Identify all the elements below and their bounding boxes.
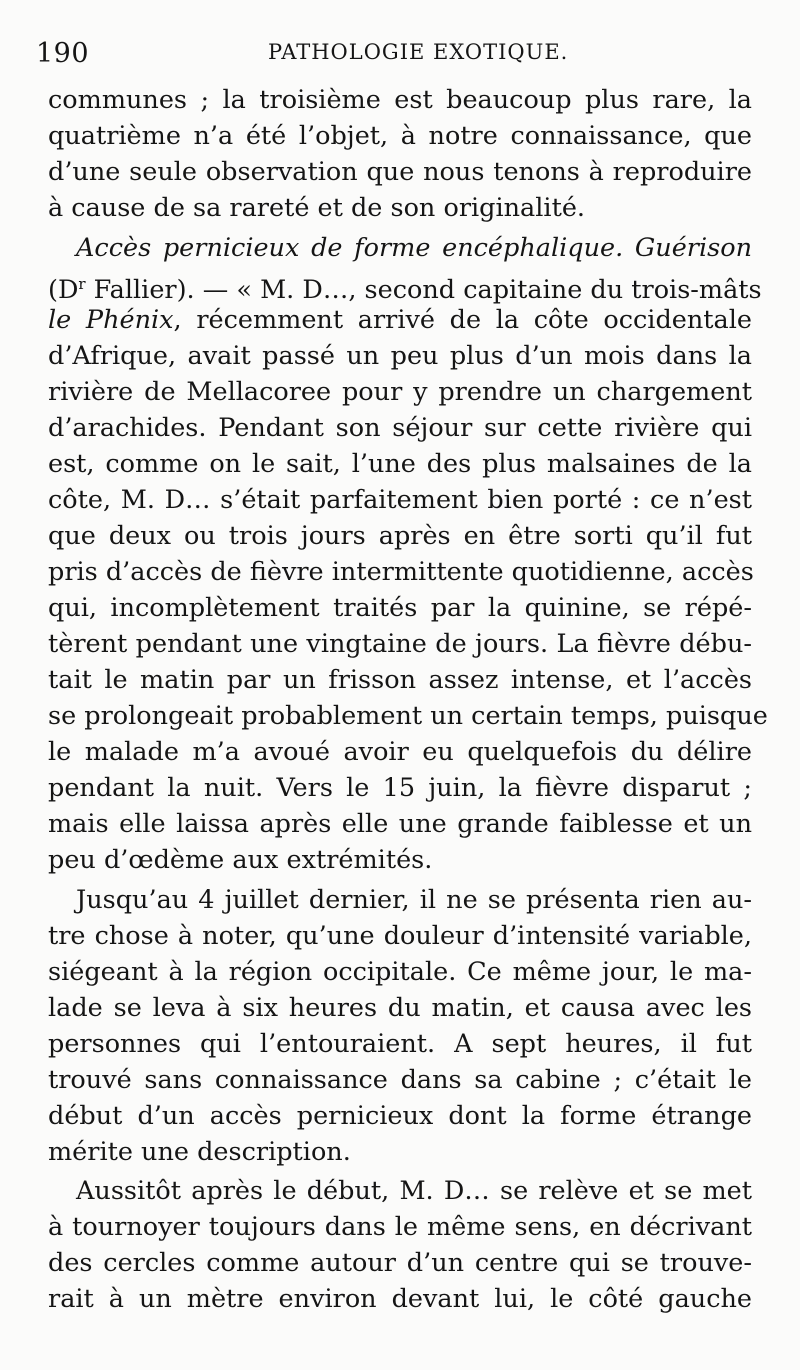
text-line: d’arachides. Pendant son séjour sur cette rivière qui [48,413,752,443]
text-line: pris d’accès de fièvre intermittente quotidienne, accès [48,557,754,587]
text-line: début d’un accès pernicieux dont la forme étrange [48,1101,752,1131]
text-line: pendant la nuit. Vers le 15 juin, la fièvre disparut ; [48,773,752,803]
text-line: siégeant à la région occipitale. Ce même jour, le ma- [48,957,752,987]
superscript: r [78,275,86,293]
text-line: d’une seule observation que nous tenons à reproduire [48,157,752,187]
text-line: est, comme on le sait, l’une des plus malsaines de la [48,449,752,479]
text-line: quatrième n’a été l’objet, à notre connaissance, que [48,121,752,151]
text-line: mérite une description. [48,1137,351,1167]
paragraph-3 [48,882,752,1170]
body-text [48,82,768,1317]
text-line: à tournoyer toujours dans le même sens, en décrivant [48,1212,752,1242]
page-number: 190 [36,38,90,69]
text-fragment: (D [48,275,79,305]
text-line: tèrent pendant une vingtaine de jours. La fièvre débu- [48,629,752,659]
running-head: PATHOLOGIE EXOTIQUE. [268,40,569,64]
text-line: tait le matin par un frisson assez intense, et l’accès [48,665,752,695]
text-line: qui, incomplètement traités par la quinine, se répé- [48,593,752,623]
text-line: trouvé sans connaissance dans sa cabine ; c’était le [48,1065,752,1095]
text-line: d’Afrique, avait passé un peu plus d’un mois dans la [48,341,752,371]
text-line [48,266,762,305]
text-line: des cercles comme autour d’un centre qui se trouve- [48,1248,752,1278]
paragraph-1 [48,82,752,226]
text-line: Jusqu’au 4 juillet dernier, il ne se présenta rien au- [76,885,752,915]
text-line: que deux ou trois jours après en être sorti qu’il fut [48,521,752,551]
text-fragment: Fallier). — « M. D…, second capitaine du trois-mâts [85,275,762,305]
text-line: rait à un mètre environ devant lui, le côté gauche [48,1284,752,1314]
paragraph-2 [48,230,768,878]
text-line: communes ; la troisième est beaucoup plus rare, la [48,85,752,115]
text-line: à cause de sa rareté et de son originalité. [48,193,586,223]
text-line: tre chose à noter, qu’une douleur d’intensité variable, [48,921,752,951]
case-title: Accès pernicieux de forme encéphalique. Guérison [76,233,752,263]
text-line: personnes qui l’entouraient. A sept heures, il fut [48,1029,752,1059]
text-line: lade se leva à six heures du matin, et causa avec les [48,993,752,1023]
ship-name: le Phénix [48,305,174,335]
page-header [36,38,756,78]
text-line: se prolongeait probablement un certain temps, puisque [48,701,768,731]
text-line: le malade m’a avoué avoir eu quelquefois du délire [48,737,752,767]
text-line: mais elle laissa après elle une grande faiblesse et un [48,809,752,839]
text-line: côte, M. D… s’était parfaitement bien porté : ce n’est [48,485,752,515]
text-line: Aussitôt après le début, M. D… se relève et se met [76,1176,752,1206]
paragraph-4 [48,1173,752,1317]
text-fragment: , récemment arrivé de la côte occidentale [173,305,752,335]
text-line: peu d’œdème aux extrémités. [48,845,433,875]
text-line: rivière de Mellacoree pour y prendre un chargement [48,377,752,407]
text-line [48,302,752,338]
